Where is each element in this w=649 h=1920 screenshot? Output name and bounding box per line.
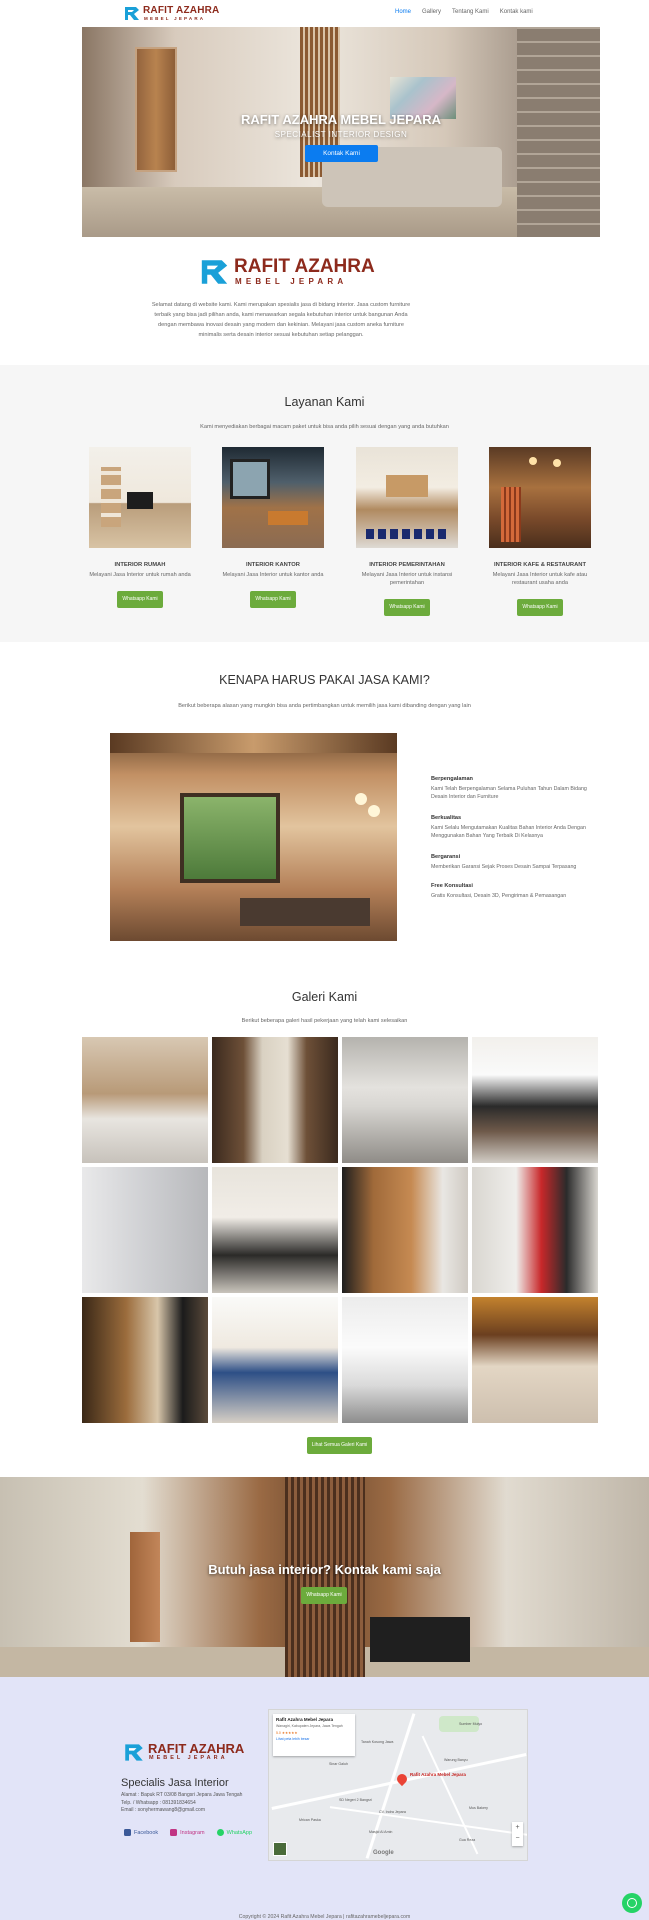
zoom-in-button[interactable]: + — [515, 1824, 520, 1831]
gallery-image[interactable] — [342, 1297, 468, 1423]
sofa — [240, 898, 370, 926]
service-image — [89, 447, 191, 548]
logo-mark-icon — [200, 258, 229, 286]
service-image — [356, 447, 458, 548]
feature-text: Gratis Konsultasi, Desain 3D, Pengiriman & Pemasangan — [431, 893, 567, 899]
brand-name: RAFIT AZAHRA — [234, 256, 375, 277]
intro-logo — [200, 256, 375, 288]
service-desc: Melayani Jasa Interior untuk instansi pemerintahan — [361, 572, 453, 586]
zoom-out-button[interactable]: − — [515, 1835, 520, 1842]
social-links — [124, 1829, 252, 1836]
service-desc: Melayani Jasa Interior untuk kafe atau restaurant usaha anda — [492, 572, 588, 586]
service-desc: Melayani Jasa Interior untuk rumah anda — [89, 572, 191, 578]
gallery-image[interactable] — [212, 1297, 338, 1423]
floating-whatsapp-icon[interactable] — [622, 1893, 642, 1913]
feature-text: Kami Telah Berpengalaman Selama Puluhan Tahun Dalam Bidang Desain Interior dan Furniture — [431, 786, 587, 800]
site-footer — [0, 1677, 649, 1920]
services-subtitle: Kami menyediakan berbagai macam paket untuk bisa anda pilih sesuai dengan yang anda butuhkan — [200, 424, 449, 430]
service-name: INTERIOR RUMAH — [114, 562, 166, 568]
feature-item — [431, 776, 591, 801]
service-name: INTERIOR KAFE & RESTAURANT — [494, 562, 586, 568]
gallery-image[interactable] — [342, 1037, 468, 1163]
services-section — [0, 365, 649, 642]
service-desc: Melayani Jasa Interior untuk kantor anda — [222, 572, 324, 578]
brand-name: RAFIT AZAHRA — [143, 5, 220, 16]
feature-item — [431, 854, 591, 871]
service-image — [222, 447, 324, 548]
brand-name: RAFIT AZAHRA — [148, 1741, 245, 1756]
main-nav — [395, 9, 533, 15]
footer-contact-info — [121, 1792, 242, 1815]
footer-logo — [124, 1741, 254, 1763]
gallery-image[interactable] — [212, 1037, 338, 1163]
feature-item — [431, 815, 591, 840]
brand-tagline: MEBEL JEPARA — [235, 277, 348, 286]
facebook-icon — [124, 1829, 131, 1836]
hero-banner — [82, 27, 600, 237]
gallery-image[interactable] — [82, 1297, 208, 1423]
gallery-image[interactable] — [82, 1167, 208, 1293]
social-link-facebook[interactable]: Facebook — [124, 1829, 158, 1836]
social-link-whatsapp[interactable]: WhatsApp — [217, 1829, 252, 1836]
brand-tagline: MEBEL JEPARA — [149, 1755, 228, 1761]
feature-text: Memberikan Garansi Sejak Proses Desain Sampai Terpasang — [431, 864, 577, 870]
gallery-title: Galeri Kami — [291, 990, 358, 1004]
why-subtitle: Berikut beberapa alasan yang mungkin bisa anda pertimbangkan untuk memilih jasa kami dibanding dengan yang lain — [178, 703, 471, 709]
gallery-image[interactable] — [82, 1037, 208, 1163]
gallery-image[interactable] — [472, 1037, 598, 1163]
hero-subtitle: SPECIALIST INTERIOR DESIGN — [274, 130, 408, 139]
whatsapp-button[interactable]: Whatsapp Kami — [517, 599, 563, 616]
feature-text: Kami Selalu Mengutamakan Kualitas Bahan Interior Anda Dengan Menggunakan Bahan Yang Terbaik Di Kelasnya — [431, 825, 586, 839]
gallery-image[interactable] — [472, 1297, 598, 1423]
feature-item — [431, 883, 591, 900]
nav-item-home[interactable]: Home — [395, 9, 412, 15]
map-place-name: Rafit Azahra Mebel Jepara — [276, 1717, 334, 1722]
cta-whatsapp-button[interactable]: Whatsapp Kami — [301, 1587, 347, 1604]
gallery-image[interactable] — [342, 1167, 468, 1293]
service-card — [489, 447, 591, 610]
feature-title: Berpengalaman — [431, 776, 473, 782]
social-link-instagram[interactable]: Instagram — [170, 1829, 204, 1836]
cta-door-image — [130, 1532, 160, 1642]
service-card — [89, 447, 191, 602]
instagram-icon — [170, 1829, 177, 1836]
why-image — [110, 733, 397, 941]
service-image — [489, 447, 591, 548]
service-card — [222, 447, 324, 602]
map-larger-link[interactable]: Lihat peta lebih besar — [276, 1736, 310, 1741]
feature-title: Bergaransi — [431, 854, 461, 860]
footer-phone: Telp. / Whatsapp : 081391834654 — [121, 1799, 196, 1806]
pendant-lamp — [368, 805, 380, 817]
whatsapp-button[interactable]: Whatsapp Kami — [250, 591, 296, 608]
service-card — [356, 447, 458, 610]
view-all-gallery-button[interactable]: Lihat Semua Galeri Kami — [307, 1437, 372, 1454]
cta-banner — [0, 1477, 649, 1677]
footer-title: Specialis Jasa Interior — [121, 1777, 229, 1789]
header-logo[interactable] — [124, 5, 220, 22]
feature-title: Berkualitas — [431, 815, 462, 821]
logo-mark-icon — [124, 1743, 144, 1762]
why-title: KENAPA HARUS PAKAI JASA KAMI? — [219, 673, 430, 687]
brand-tagline: MEBEL JEPARA — [144, 16, 206, 21]
map-pin-icon[interactable] — [395, 1772, 409, 1786]
hero-door-image — [135, 47, 177, 172]
hero-title: RAFIT AZAHRA MEBEL JEPARA — [240, 112, 442, 127]
google-map[interactable]: Rafit Azahra Mebel Jepara Wanagiri, Kabupaten Jepara, Jawa Tengah 5.0 ★★★★★ Lihat peta lebih besar Tanah Kosong Jawa Sumber Mulyo Warung Banyu Sinar Galuh SD Negeri 2 Bangsri Masjid Al Amin Mus Bakery Mrican Paska CV. Indra Jepara Gua Reza Rafit Azahra Mebel Jepara + − Google — [268, 1709, 528, 1861]
site-header — [0, 0, 649, 27]
map-place-address: Wanagiri, Kabupaten Jepara, Jawa Tengah — [276, 1724, 343, 1728]
intro-text: Selamat datang di website kami. Kami merupakan spesialis jasa di bidang interior. Jasa custom furniture terbaik yang bisa jadi pilihan anda, kami menawarkan segala kebutuhan interior untuk bangunan Anda dengan membawa inovasi desain yang modern dan kekinian. Melayani jasa custom aneka furniture minimalis serta desain interior sesuai kebutuhan setiap pelanggan. — [151, 302, 411, 338]
map-rating: 5.0 ★★★★★ — [276, 1730, 298, 1735]
google-logo: Google — [373, 1850, 394, 1856]
gallery-image[interactable] — [472, 1167, 598, 1293]
whatsapp-button[interactable]: Whatsapp Kami — [117, 591, 163, 608]
gallery-image[interactable] — [212, 1167, 338, 1293]
cta-title: Butuh jasa interior? Kontak kami saja — [208, 1562, 441, 1577]
logo-mark-icon — [124, 6, 140, 21]
whatsapp-button[interactable]: Whatsapp Kami — [384, 599, 430, 616]
service-name: INTERIOR KANTOR — [246, 562, 300, 568]
map-zoom-control — [512, 1822, 523, 1846]
feature-title: Free Konsultasi — [431, 883, 473, 889]
nav-item-tentang-kami[interactable]: Tentang Kami — [452, 9, 489, 15]
copyright: Copyright © 2024 Rafit Azahra Mebel Jepara | rafitazahramebeljepara.com — [238, 1914, 411, 1920]
pendant-lamp — [355, 793, 367, 805]
map-satellite-toggle[interactable] — [273, 1842, 287, 1856]
services-title: Layanan Kami — [284, 395, 365, 409]
cta-tv-cabinet — [370, 1617, 470, 1662]
map-place-card — [273, 1714, 355, 1756]
map-pin-label: Rafit Azahra Mebel Jepara — [410, 1772, 466, 1777]
nav-item-gallery[interactable]: Gallery — [422, 9, 442, 15]
window — [180, 793, 280, 883]
whatsapp-icon — [217, 1829, 224, 1836]
gallery-subtitle: Berikut beberapa galeri hasil pekerjaan yang telah kami selesaikan — [241, 1018, 408, 1024]
service-name: INTERIOR PEMERINTAHAN — [369, 562, 445, 568]
nav-item-kontak-kami[interactable]: Kontak kami — [499, 9, 533, 15]
footer-address: Alamat : Bapuk RT 03/08 Bangsri Jepara Jawa Tengah — [121, 1792, 243, 1798]
cta-wood-slats — [285, 1477, 365, 1677]
footer-email: Email : sonyhermawang8@gmail.com — [121, 1807, 205, 1813]
contact-us-button[interactable]: Kontak Kami — [305, 145, 378, 162]
